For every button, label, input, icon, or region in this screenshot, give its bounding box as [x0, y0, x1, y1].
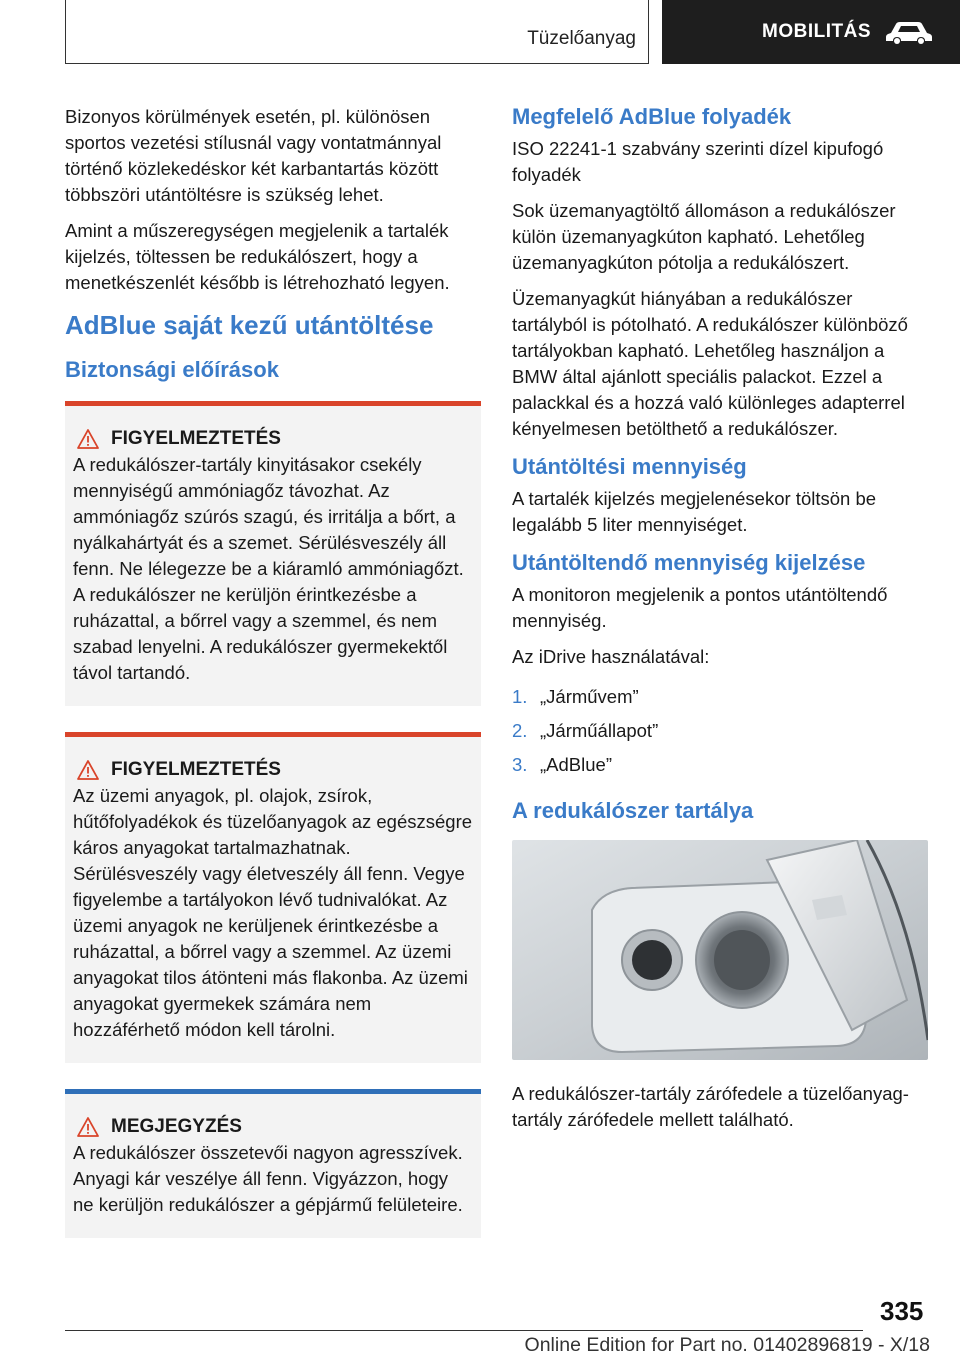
- warning-box-2: [65, 732, 481, 1063]
- left-column: [65, 104, 481, 1238]
- heading-tank: A redukálószer tartálya: [512, 798, 754, 823]
- heading-refill-amount: Utántöltési mennyiség: [512, 454, 747, 479]
- warning-title: [73, 759, 473, 781]
- chapter-tab[interactable]: [662, 0, 960, 64]
- header-divider-left: [65, 0, 66, 64]
- warning-title-text: FIGYELMEZTETÉS: [111, 759, 281, 780]
- warning-title-text: FIGYELMEZTETÉS: [111, 428, 281, 449]
- display-paragraph: A monitoron megjelenik a pontos utántöltendő mennyiség.: [512, 584, 888, 631]
- car-icon: [885, 19, 933, 45]
- intro-paragraph-1: Bizonyos körülmények esetén, pl. különösen sportos vezetési stílusnál vagy vontatmánnyal történő közlekedéskor két karbantartás között többszöri utántöltésre is szükség lehet.: [65, 106, 442, 205]
- idrive-paragraph: Az iDrive használatával:: [512, 646, 710, 667]
- note-text: A redukálószer összetevői nagyon agresszívek. Anyagi kár veszélye áll fenn. Vigyázzon, hogy ne kerüljön redukálószer a gépjármű felületeire.: [73, 1142, 463, 1215]
- heading-amount-display: Utántöltendő mennyiség kijelzése: [512, 550, 866, 575]
- warning-box-1: [65, 401, 481, 706]
- warning-triangle-icon: [77, 429, 99, 449]
- edition-footer: Online Edition for Part no. 01402896819 - X/18: [524, 1334, 930, 1356]
- warning-text: Az üzemi anyagok, pl. olajok, zsírok, hűtőfolyadékok és tüzelőanyagok az egészségre káros anyagokat tartalmazhatnak. Sérülésveszély vagy életveszély áll fenn. Vegye figyelembe a tartályokon lévő tudnivalókat. Az üzemi anyagok ne kerüljenek érintkezésbe a ruházattal, a bőrrel vagy a szemmel. Az üzemi anyagokat tilos átönteni más flakonba. Az üzemi anyagokat gyermekek számára nem hozzáférhető módon kell tárolni.: [73, 785, 473, 1040]
- heading-adblue-refill: AdBlue saját kezű utántöltése: [65, 310, 434, 340]
- list-item: 1. „Járművem”: [512, 686, 639, 707]
- idrive-steps: [512, 680, 928, 782]
- note-box: [65, 1089, 481, 1238]
- fluid-paragraph-1: ISO 22241-1 szabvány szerinti dízel kipufogó folyadék: [512, 138, 884, 185]
- intro-paragraph-2: Amint a műszeregységen megjelenik a tartalék kijelzés, töltessen be redukálószert, hogy a menetkészenlét később is létrehozható legyen.: [65, 220, 450, 293]
- note-title: [73, 1116, 473, 1138]
- header-divider-mid: [648, 0, 649, 64]
- note-title-text: MEGJEGYZÉS: [111, 1116, 242, 1137]
- amount-paragraph: A tartalék kijelzés megjelenésekor töltsön be legalább 5 liter mennyiséget.: [512, 488, 877, 535]
- tank-caption: A redukálószer-tartály zárófedele a tüzelőanyag-tartály zárófedele mellett található.: [512, 1083, 909, 1130]
- footer-divider: [65, 1330, 863, 1331]
- chapter-label: MOBILITÁS: [762, 21, 871, 42]
- header-underline: [65, 63, 649, 64]
- heading-safety: Biztonsági előírások: [65, 357, 279, 382]
- warning-triangle-icon: [77, 1117, 99, 1137]
- fluid-paragraph-2: Sok üzemanyagtöltő állomáson a redukálószer külön üzemanyagkúton kapható. Lehetőleg üzemanyagkúton pótolja a redukálószert.: [512, 200, 896, 273]
- right-column: [512, 100, 928, 1143]
- fluid-paragraph-3: Üzemanyagkút hiányában a redukálószer tartályból is pótolható. A redukálószer különböző tartályokban kapható. Lehetőleg használjon a BMW által ajánlott speciális palackot. Ezzel a palackkal és a hozzá való különleges adapterrel kényelmesen betölthető a redukálószer.: [512, 288, 908, 439]
- list-item: 3. „AdBlue”: [512, 754, 612, 775]
- warning-title: [73, 428, 473, 450]
- warning-triangle-icon: [77, 760, 99, 780]
- list-item: 2. „Járműállapot”: [512, 720, 659, 741]
- tank-cap-photo: [512, 840, 928, 1060]
- heading-suitable-fluid: Megfelelő AdBlue folyadék: [512, 104, 792, 129]
- warning-text: A redukálószer-tartály kinyitásakor csekély mennyiségű ammóniagőz távozhat. Az ammóniagőz szúrós szagú, és irritálja a bőrt, a nyálkahártyát és a szemet. Sérülésveszély áll fenn. Ne lélegezze be a kiáramló ammóniagőzt. A redukálószer ne kerüljön érintkezésbe a ruházattal, a bőrrel vagy a szemmel, és nem szabad lenyelni. A redukálószer gyermekektől távol tartandó.: [73, 454, 464, 683]
- page-number: 335: [880, 1296, 924, 1326]
- section-title: Tüzelőanyag: [527, 28, 636, 49]
